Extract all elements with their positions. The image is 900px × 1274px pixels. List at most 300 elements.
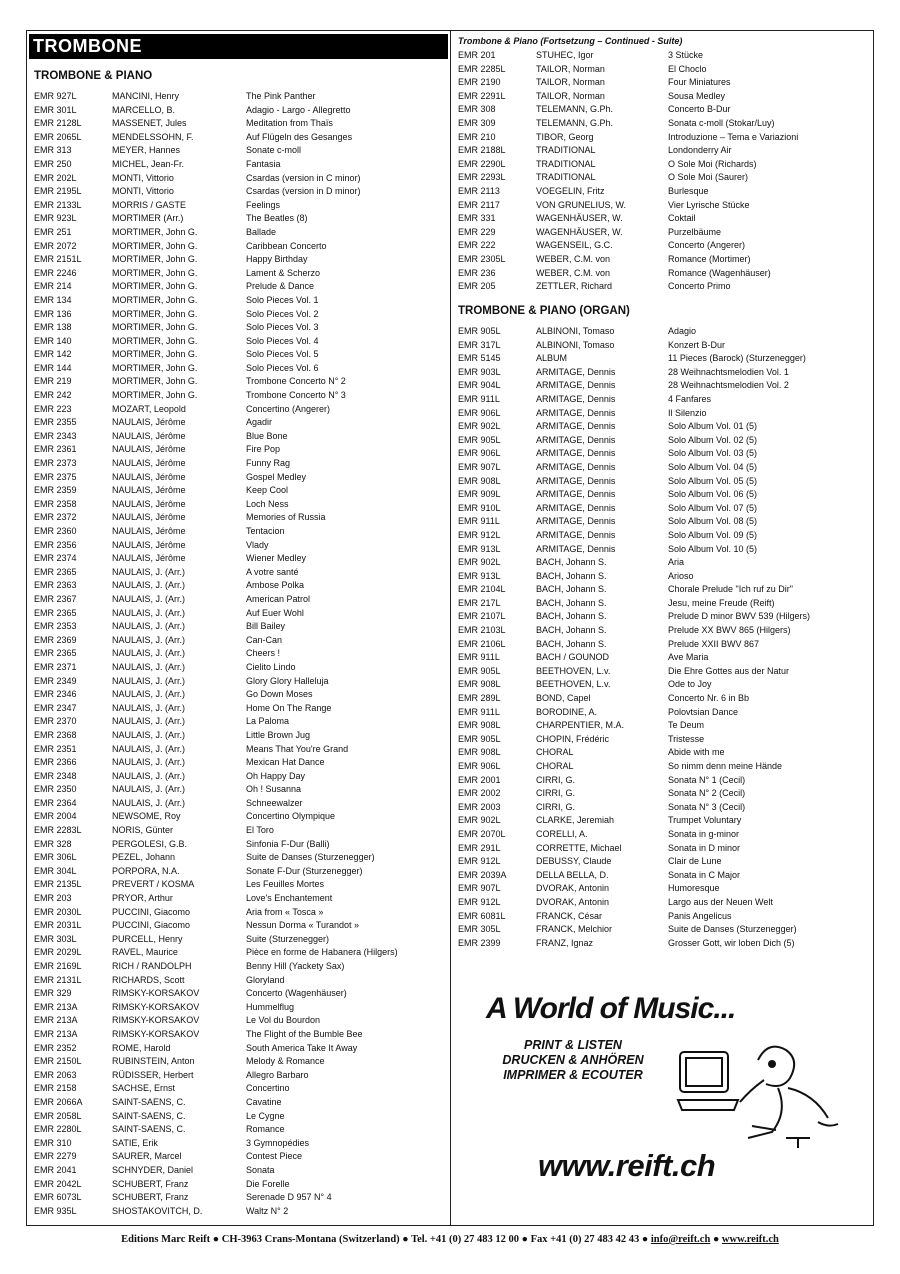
- composer: MASSENET, Jules: [112, 118, 187, 129]
- composer: CIRRI, G.: [536, 774, 576, 785]
- catalog-number: EMR 907L: [458, 461, 501, 472]
- title: Londonderry Air: [668, 145, 732, 156]
- list-item: [34, 525, 446, 539]
- list-item: [34, 131, 446, 145]
- ad-website[interactable]: www.reift.ch: [538, 1148, 716, 1183]
- list-item: [458, 842, 868, 856]
- list-item: [34, 484, 446, 498]
- title: Humoresque: [668, 883, 720, 894]
- composer: BACH / GOUNOD: [536, 652, 610, 663]
- cartoon-computer-user-icon: [668, 1030, 848, 1150]
- catalog-number: EMR 904L: [458, 380, 501, 391]
- composer: NAULAIS, Jérôme: [112, 444, 186, 455]
- title: Sinfonia F-Dur (Balli): [246, 838, 330, 849]
- title: Solo Album Vol. 05 (5): [668, 475, 758, 486]
- title: La Paloma: [246, 716, 290, 727]
- list-item: [34, 375, 446, 389]
- title: Lament & Scherzo: [246, 267, 321, 278]
- catalog-number: EMR 2131L: [34, 974, 82, 985]
- title: Meditation from Thaïs: [246, 118, 333, 129]
- list-item: [34, 226, 446, 240]
- title: Sonate F-Dur (Sturzenegger): [246, 865, 363, 876]
- title: Suite de Danses (Sturzenegger): [246, 852, 375, 863]
- catalog-number: EMR 2370: [34, 716, 77, 727]
- composer: ARMITAGE, Dennis: [536, 461, 616, 472]
- title: A votre santé: [246, 566, 299, 577]
- catalog-number: EMR 908L: [458, 679, 501, 690]
- catalog-number: EMR 2346: [34, 689, 77, 700]
- list-item: [458, 366, 868, 380]
- title: Solo Album Vol. 01 (5): [668, 421, 758, 432]
- composer: PUCCINI, Giacomo: [112, 920, 191, 931]
- list-item: [34, 199, 446, 213]
- catalog-number: EMR 909L: [458, 489, 501, 500]
- list-item: [34, 797, 446, 811]
- title: Auf Euer Wohl: [246, 607, 304, 618]
- composer: TRADITIONAL: [536, 158, 596, 169]
- list-item: [34, 1082, 446, 1096]
- catalog-number: EMR 2352: [34, 1042, 77, 1053]
- catalog-number: EMR 2002: [458, 788, 501, 799]
- list-item: [34, 212, 446, 226]
- catalog-number: EMR 2103L: [458, 625, 506, 636]
- composer: ARMITAGE, Dennis: [536, 393, 616, 404]
- title: Tentacion: [246, 526, 285, 536]
- catalog-number: EMR 2353: [34, 621, 77, 632]
- list-item: [458, 678, 868, 692]
- list-item: [458, 882, 868, 896]
- list-item: [458, 774, 868, 788]
- composer: ARMITAGE, Dennis: [536, 407, 616, 418]
- title: Loch Ness: [246, 498, 289, 509]
- list-item: [458, 171, 868, 185]
- list-item: [34, 403, 446, 417]
- list-item: [34, 471, 446, 485]
- list-item: [458, 543, 868, 557]
- title: Les Feuilles Mortes: [246, 879, 325, 890]
- ad-title: A World of Music...: [486, 992, 736, 1025]
- catalog-number: EMR 935L: [34, 1205, 77, 1216]
- composer: TRADITIONAL: [536, 145, 596, 156]
- catalog-number: EMR 2158: [34, 1083, 77, 1094]
- list-item: [458, 597, 868, 611]
- title: Happy Birthday: [246, 254, 308, 265]
- catalog-number: EMR 2188L: [458, 145, 506, 156]
- list-item: [458, 746, 868, 760]
- list-item: [458, 420, 868, 434]
- composer: ARMITAGE, Dennis: [536, 434, 616, 445]
- catalog-number: EMR 902L: [458, 557, 501, 568]
- ad-taglines: [478, 1038, 668, 1083]
- list-item: [34, 144, 446, 158]
- composer: ALBUM: [536, 353, 568, 364]
- title: 3 Stücke: [668, 50, 704, 60]
- composer: ARMITAGE, Dennis: [536, 516, 616, 527]
- catalog-number: EMR 2041: [34, 1164, 77, 1175]
- catalog-number: EMR 2030L: [34, 906, 82, 917]
- composer: RUBINSTEIN, Anton: [112, 1056, 195, 1067]
- composer: MORTIMER (Arr.): [112, 213, 184, 224]
- composer: WEBER, C.M. von: [536, 267, 611, 278]
- title: Schneewalzer: [246, 797, 303, 808]
- composer: NAULAIS, J. (Arr.): [112, 566, 186, 577]
- catalog-number: EMR 306L: [34, 852, 77, 863]
- title: Concertino: [246, 1083, 290, 1094]
- title: Concertino Olympique: [246, 811, 336, 822]
- composer: BACH, Johann S.: [536, 611, 607, 622]
- composer: WAGENHÄUSER, W.: [536, 213, 623, 224]
- catalog-number: EMR 2363: [34, 580, 77, 591]
- list-item: [34, 1205, 446, 1219]
- composer: ARMITAGE, Dennis: [536, 421, 616, 432]
- catalog-number: EMR 911L: [458, 706, 500, 717]
- title: Sonata N° 3 (Cecil): [668, 801, 746, 812]
- catalog-number: EMR 2195L: [34, 186, 82, 197]
- list-item: [458, 488, 868, 502]
- title: The Beatles (8): [246, 213, 308, 224]
- composer: NAULAIS, J. (Arr.): [112, 729, 186, 740]
- title: Memories of Russia: [246, 512, 326, 523]
- composer: ARMITAGE, Dennis: [536, 380, 616, 391]
- list-item: [34, 1055, 446, 1069]
- catalog-number: EMR 2285L: [458, 63, 506, 74]
- catalog-number: EMR 908L: [458, 720, 501, 731]
- list-item: [34, 280, 446, 294]
- catalog-number: EMR 903L: [458, 366, 501, 377]
- ad-line: PRINT & LISTEN: [524, 1038, 622, 1052]
- list-item: [458, 339, 868, 353]
- list-item: [458, 212, 868, 226]
- title: Fire Pop: [246, 444, 281, 455]
- catalog-number: EMR 2361: [34, 444, 77, 455]
- composer: STUHEC, Igor: [536, 50, 594, 60]
- footer-email-link[interactable]: info@reift.ch: [650, 1234, 711, 1245]
- title: Concerto Nr. 6 in Bb: [668, 693, 750, 704]
- title: So nimm denn meine Hände: [668, 761, 783, 771]
- composer: WAGENSEIL, G.C.: [536, 240, 613, 251]
- title: Serenade D 957 N° 4: [246, 1192, 332, 1203]
- title: The Pink Panther: [246, 91, 316, 101]
- catalog-number: EMR 305L: [458, 924, 501, 935]
- catalog-number: EMR 2031L: [34, 920, 82, 931]
- list-item: [34, 1042, 446, 1056]
- title: Le Cygne: [246, 1110, 285, 1121]
- catalog-number: EMR 2106L: [458, 638, 506, 649]
- title: Sonata in C Major: [668, 869, 741, 880]
- catalog-number: EMR 6073L: [34, 1192, 82, 1203]
- catalog-number: EMR 217L: [458, 597, 501, 608]
- title: Purzelbäume: [668, 226, 722, 237]
- list-item: [34, 824, 446, 838]
- composer: CORELLI, A.: [536, 828, 588, 839]
- composer: CIRRI, G.: [536, 788, 576, 799]
- catalog-number: EMR 2117: [458, 199, 500, 210]
- catalog-number: EMR 906L: [458, 761, 501, 771]
- title: Melody & Romance: [246, 1056, 325, 1067]
- catalog-number: EMR 140: [34, 335, 72, 346]
- title: Csardas (version in C minor): [246, 172, 361, 183]
- composer: MORTIMER, John G.: [112, 240, 198, 251]
- list-item: [34, 675, 446, 689]
- catalog-number: EMR 908L: [458, 475, 501, 486]
- catalog-number: EMR 6081L: [458, 910, 506, 921]
- catalog-number: EMR 309: [458, 117, 496, 128]
- composer: MORTIMER, John G.: [112, 390, 198, 401]
- catalog-number: EMR 2280L: [34, 1124, 82, 1135]
- composer: TELEMANN, G.Ph.: [536, 104, 614, 115]
- composer: DEBUSSY, Claude: [536, 856, 612, 867]
- catalog-number: EMR 2359: [34, 485, 77, 496]
- composer: ALBINONI, Tomaso: [536, 326, 615, 336]
- list-item: [34, 919, 446, 933]
- title: Solo Pieces Vol. 5: [246, 349, 319, 360]
- list-item: [34, 1001, 446, 1015]
- composer: ARMITAGE, Dennis: [536, 489, 616, 500]
- catalog-number: EMR 2358: [34, 498, 77, 509]
- title: Jesu, meine Freude (Reift): [668, 597, 775, 608]
- composer: BEETHOVEN, L.v.: [536, 665, 611, 676]
- catalog-number: EMR 2104L: [458, 584, 506, 595]
- list-item: [34, 267, 446, 281]
- composer: NAULAIS, J. (Arr.): [112, 797, 186, 808]
- title: Suite (Sturzenegger): [246, 933, 330, 944]
- catalog-number: EMR 236: [458, 267, 496, 278]
- composer: CHORAL: [536, 761, 574, 771]
- catalog-number: EMR 2070L: [458, 828, 506, 839]
- footer-website-link[interactable]: www.reift.ch: [721, 1234, 779, 1245]
- composer: TAILOR, Norman: [536, 63, 605, 74]
- list-item: [34, 661, 446, 675]
- composer: NAULAIS, J. (Arr.): [112, 757, 186, 768]
- title: El Toro: [246, 825, 274, 836]
- list-item: [458, 434, 868, 448]
- catalog-number: EMR 213A: [34, 1015, 78, 1026]
- composer: MORTIMER, John G.: [112, 335, 198, 346]
- catalog-number: EMR 2004: [34, 811, 77, 822]
- list-item: [458, 828, 868, 842]
- catalog-number: EMR 142: [34, 349, 72, 360]
- list-item: [34, 946, 446, 960]
- title: Wiener Medley: [246, 553, 307, 564]
- catalog-number: EMR 5145: [458, 353, 501, 364]
- catalog-number: EMR 210: [458, 131, 496, 142]
- composer: BACH, Johann S.: [536, 625, 607, 636]
- title: Konzert B-Dur: [668, 339, 726, 350]
- advertisement: [468, 990, 858, 1190]
- catalog-number: EMR 2349: [34, 675, 77, 686]
- catalog-number: EMR 906L: [458, 407, 501, 418]
- catalog-number: EMR 912L: [458, 529, 501, 540]
- title: Vier Lyrische Stücke: [668, 199, 750, 210]
- composer: NAULAIS, Jérôme: [112, 458, 186, 469]
- catalog-number: EMR 2290L: [458, 158, 506, 169]
- catalog-number: EMR 913L: [458, 543, 501, 554]
- list-item: [34, 321, 446, 335]
- list-item: [458, 801, 868, 815]
- title: Solo Pieces Vol. 3: [246, 322, 319, 333]
- composer: NAULAIS, Jérôme: [112, 553, 186, 564]
- title: Solo Pieces Vol. 1: [246, 294, 319, 305]
- title: Solo Album Vol. 03 (5): [668, 448, 758, 459]
- footer-address: Editions Marc Reift ● CH-3963 Crans-Montana (Switzerland) ● Tel. +41 (0) 27 483 12 00 ● Fax +41 (0) 27 483 42 43 ●: [121, 1234, 651, 1245]
- list-item: [34, 511, 446, 525]
- title: Prelude XX BWV 865 (Hilgers): [668, 625, 791, 636]
- catalog-number: EMR 2291L: [458, 90, 506, 101]
- title: Ode to Joy: [668, 679, 712, 690]
- list-item: [458, 733, 868, 747]
- composer: SAINT-SAENS, C.: [112, 1096, 186, 1107]
- list-item: [34, 865, 446, 879]
- composer: FRANZ, Ignaz: [536, 937, 594, 948]
- list-item: [458, 651, 868, 665]
- list-item: [34, 362, 446, 376]
- catalog-number: EMR 303L: [34, 933, 77, 944]
- title: Romance: [246, 1124, 285, 1135]
- title: Concerto (Angerer): [668, 240, 746, 251]
- list-item: [458, 475, 868, 489]
- catalog-number: EMR 908L: [458, 747, 501, 758]
- composer: TELEMANN, G.Ph.: [536, 117, 614, 128]
- list-item: [458, 515, 868, 529]
- title: Solo Album Vol. 09 (5): [668, 529, 758, 540]
- title: Tristesse: [668, 733, 705, 744]
- composer: PUCCINI, Giacomo: [112, 906, 191, 917]
- section-title-trombone-piano-organ: TROMBONE & PIANO (ORGAN): [458, 305, 630, 317]
- list-item: [34, 117, 446, 131]
- catalog-number: EMR 213A: [34, 1001, 78, 1012]
- title: Sonata c-moll (Stokar/Luy): [668, 117, 775, 128]
- composer: VON GRUNELIUS, W.: [536, 199, 627, 210]
- catalog-number: EMR 902L: [458, 421, 501, 432]
- column-divider: [450, 30, 451, 1226]
- composer: DVORAK, Antonin: [536, 883, 610, 894]
- composer: MORTIMER, John G.: [112, 308, 198, 319]
- title: Ave Maria: [668, 652, 709, 663]
- title: Go Down Moses: [246, 689, 313, 700]
- catalog-number: EMR 136: [34, 308, 72, 319]
- title: Adagio - Largo - Allegretto: [246, 104, 351, 115]
- title: Contest Piece: [246, 1151, 303, 1162]
- catalog-number: EMR 2366: [34, 757, 77, 768]
- title: Cielito Lindo: [246, 661, 296, 672]
- composer: MORTIMER, John G.: [112, 281, 198, 292]
- list-item: [34, 158, 446, 172]
- composer: NAULAIS, Jérôme: [112, 417, 186, 428]
- composer: MEYER, Hannes: [112, 145, 181, 156]
- list-item: [458, 158, 868, 172]
- ad-line: DRUCKEN & ANHÖREN: [502, 1053, 644, 1067]
- title: Csardas (version in D minor): [246, 186, 361, 197]
- catalog-number: EMR 2305L: [458, 253, 506, 264]
- composer: SAINT-SAENS, C.: [112, 1124, 186, 1135]
- catalog-number: EMR 144: [34, 362, 72, 373]
- composer: NAULAIS, Jérôme: [112, 430, 186, 441]
- list-item: [34, 240, 446, 254]
- title: Fantasia: [246, 158, 281, 169]
- list-item: [458, 447, 868, 461]
- composer: SAURER, Marcel: [112, 1151, 182, 1162]
- title: Cheers !: [246, 648, 281, 659]
- title: Blue Bone: [246, 430, 288, 441]
- title: Solo Pieces Vol. 2: [246, 308, 319, 319]
- composer: NAULAIS, J. (Arr.): [112, 648, 186, 659]
- list-item: [458, 325, 868, 339]
- list-item: [458, 896, 868, 910]
- title: Solo Album Vol. 02 (5): [668, 434, 758, 445]
- title: Oh ! Susanna: [246, 784, 302, 795]
- title: Means That You're Grand: [246, 743, 349, 754]
- list-item: [34, 688, 446, 702]
- title: Waltz N° 2: [246, 1205, 289, 1216]
- composer: NAULAIS, J. (Arr.): [112, 634, 186, 645]
- title: Trombone Concerto N° 3: [246, 390, 346, 401]
- ad-line: IMPRIMER & ECOUTER: [503, 1068, 643, 1082]
- catalog-number: EMR 2351: [34, 743, 77, 754]
- title: Benny Hill (Yackety Sax): [246, 961, 345, 971]
- list-item: [34, 743, 446, 757]
- catalog-number: EMR 329: [34, 988, 72, 999]
- composer: SCHUBERT, Franz: [112, 1192, 189, 1203]
- title: 28 Weihnachtsmelodien Vol. 1: [668, 366, 789, 377]
- composer: WEBER, C.M. von: [536, 253, 611, 264]
- list-item: [458, 706, 868, 720]
- list-item: [458, 253, 868, 267]
- composer: MORTIMER, John G.: [112, 322, 198, 333]
- title: Cavatine: [246, 1096, 282, 1107]
- list-item: [34, 457, 446, 471]
- title: Agadir: [246, 417, 273, 428]
- list-item: [34, 647, 446, 661]
- composer: MONTI, Vittorio: [112, 186, 174, 197]
- list-item: [458, 923, 868, 937]
- catalog-number: EMR 2066A: [34, 1096, 83, 1107]
- catalog-number: EMR 2365: [34, 648, 77, 659]
- composer: ARMITAGE, Dennis: [536, 529, 616, 540]
- list-item: [34, 756, 446, 770]
- list-item: [458, 226, 868, 240]
- composer: FRANCK, César: [536, 910, 603, 921]
- catalog-number: EMR 2107L: [458, 611, 506, 622]
- title: Pièce en forme de Habanera (Hilgers): [246, 947, 398, 958]
- composer: ARMITAGE, Dennis: [536, 502, 616, 513]
- title: Solo Album Vol. 10 (5): [668, 543, 758, 554]
- list-item: [34, 498, 446, 512]
- composer: BACH, Johann S.: [536, 597, 607, 608]
- composer: VOEGELIN, Fritz: [536, 185, 605, 196]
- title: Arioso: [668, 570, 694, 581]
- composer: MANCINI, Henry: [112, 91, 180, 101]
- catalog-number: EMR 905L: [458, 733, 501, 744]
- list-item: [34, 906, 446, 920]
- list-item: [458, 937, 868, 951]
- list-item: [458, 49, 868, 63]
- list-item: [34, 539, 446, 553]
- list-item: [458, 719, 868, 733]
- composer: DVORAK, Antonin: [536, 896, 610, 907]
- list-item: [458, 393, 868, 407]
- catalog-number: EMR 134: [34, 294, 72, 305]
- list-item: [34, 607, 446, 621]
- list-item: [34, 1191, 446, 1205]
- list-item: [34, 878, 446, 892]
- composer: BACH, Johann S.: [536, 584, 607, 595]
- catalog-number: EMR 229: [458, 226, 496, 237]
- catalog-number: EMR 2283L: [34, 825, 82, 836]
- composer: CHORAL: [536, 747, 574, 758]
- composer: MONTI, Vittorio: [112, 172, 174, 183]
- catalog-number: EMR 304L: [34, 865, 77, 876]
- list-item: [34, 1123, 446, 1137]
